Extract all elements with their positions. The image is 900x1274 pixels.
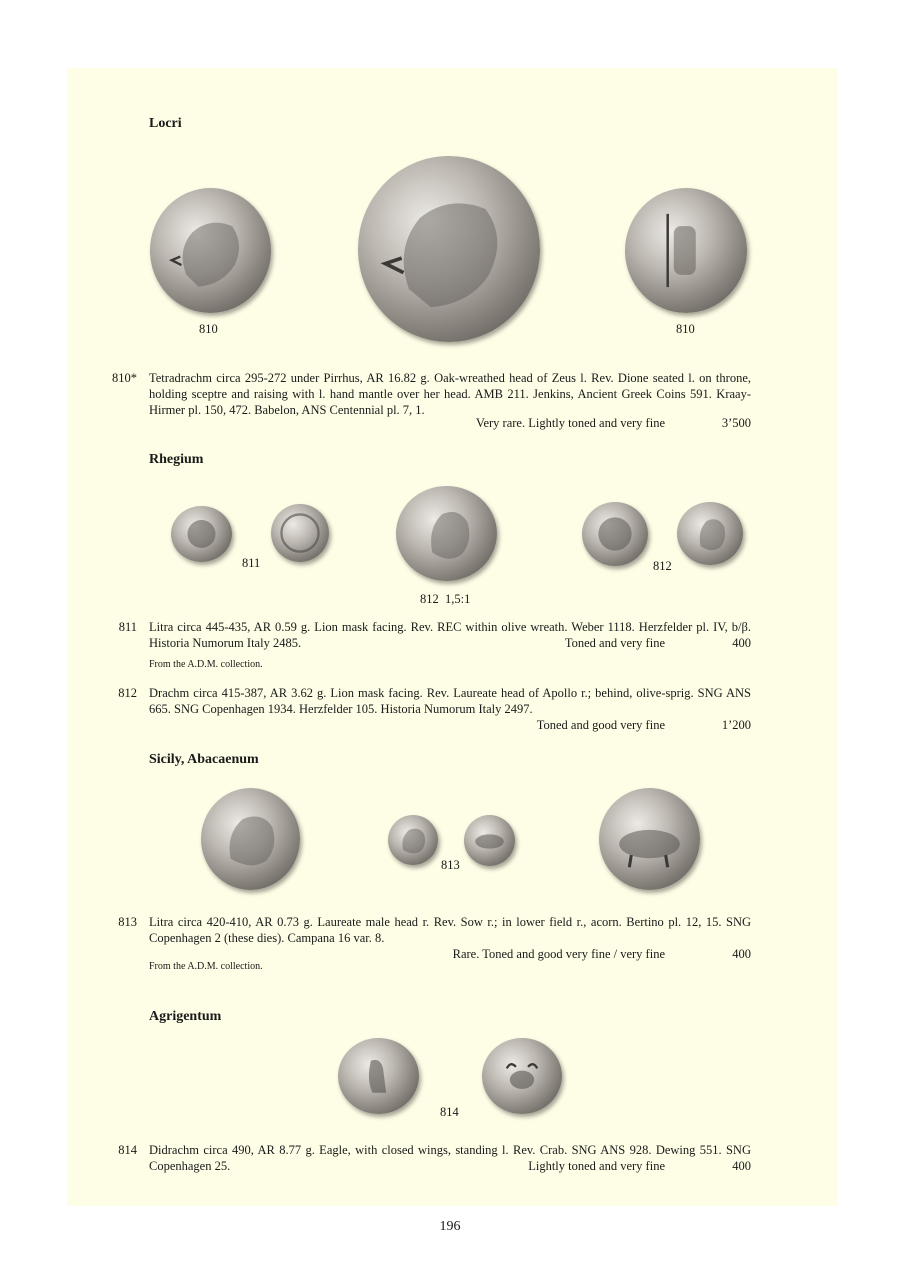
lot-price: 3’500: [721, 416, 751, 430]
apollo-head-coin-812-reverse: [677, 502, 743, 565]
lot-grade-row: [149, 717, 751, 733]
eagle-coin-814-obverse: [338, 1038, 419, 1114]
lot-provenance: From the A.D.M. collection.: [149, 961, 263, 972]
image-caption: 813: [441, 858, 460, 872]
lot-grade-row: [149, 1158, 751, 1174]
image-caption: 810: [199, 322, 218, 336]
lot-description: Didrachm circa 490, AR 8.77 g. Eagle, with closed wings, standing l. Rev. Crab. SNG ANS 928. Dewing 551. SNG Copenhagen 25.: [149, 1143, 751, 1173]
image-caption: 814: [440, 1105, 459, 1119]
lot-price: 400: [732, 636, 751, 650]
sow-coin-813-enlarged: [599, 788, 700, 890]
lot-description: Drachm circa 415-387, AR 3.62 g. Lion mask facing. Rev. Laureate head of Apollo r.; behind, olive-sprig. SNG ANS 665. SNG Copenhagen 1934. Herzfelder 105. Historia Numorum Italy 2497.: [149, 686, 751, 716]
page-number: 196: [439, 1219, 461, 1234]
lot-description: Litra circa 420-410, AR 0.73 g. Laureate male head r. Rev. Sow r.; in lower field r., acorn. Bertino pl. 12, 15. SNG Copenhagen 2 (these dies). Campana 16 var. 8.: [149, 915, 751, 945]
lot-number: 812: [118, 686, 137, 700]
lion-mask-coin-811-obverse: [171, 506, 232, 562]
lot-price: 1’200: [721, 718, 751, 732]
section-heading-rhegium: Rhegium: [149, 452, 204, 467]
zeus-head-coin-810-obverse: [150, 188, 271, 313]
lot-number: 814: [118, 1143, 137, 1157]
lot-number: 810*: [112, 371, 137, 385]
lot-provenance: From the A.D.M. collection.: [149, 659, 263, 670]
lot-grade-row: [149, 635, 751, 651]
lot-grade-row: [149, 946, 751, 962]
rec-wreath-coin-811-reverse: [271, 504, 329, 562]
zeus-head-coin-810-enlarged: [358, 156, 540, 342]
section-heading-agrigentum: Agrigentum: [149, 1009, 222, 1024]
image-caption: 811: [242, 556, 261, 570]
lot-grade: Rare. Toned and good very fine / very fine: [452, 947, 665, 961]
lot-grade-row: [149, 415, 751, 431]
lot-description: Litra circa 445-435, AR 0.59 g. Lion mask facing. Rev. REC within olive wreath. Weber 1118. Herzfelder pl. IV, b/β. Historia Numorum Italy 2485.: [149, 620, 751, 650]
lot-number: 811: [118, 620, 137, 634]
male-head-coin-813-obverse: [388, 815, 438, 865]
lion-mask-coin-812-obverse: [582, 502, 648, 566]
lot-grade: Very rare. Lightly toned and very fine: [475, 416, 665, 430]
sow-coin-813-reverse: [464, 815, 515, 866]
lot-grade: Lightly toned and very fine: [528, 1159, 665, 1173]
dione-seated-coin-810-reverse: [625, 188, 747, 313]
apollo-head-coin-812-enlarged: [396, 486, 497, 581]
lot-number: 813: [118, 915, 137, 929]
male-head-coin-813-enlarged: [201, 788, 300, 890]
image-caption: 812 1,5:1: [420, 592, 471, 606]
lot-description: Tetradrachm circa 295-272 under Pirrhus, AR 16.82 g. Oak-wreathed head of Zeus l. Rev. Dione seated l. on throne, holding sceptre and raising with l. hand mantle over her head. AMB 211. Jenkins, Ancient Greek Coins 591. Kraay-Hirmer pl. 150, 472. Babelon, ANS Centennial pl. 7, 1.: [149, 371, 751, 417]
crab-coin-814-reverse: [482, 1038, 562, 1114]
section-heading-abacaenum: Sicily, Abacaenum: [149, 752, 259, 767]
image-caption: 810: [676, 322, 695, 336]
lot-grade: Toned and good very fine: [536, 718, 665, 732]
image-caption: 812: [653, 559, 672, 573]
lot-price: 400: [732, 947, 751, 961]
lot-grade: Toned and very fine: [564, 636, 665, 650]
lot-price: 400: [732, 1159, 751, 1173]
section-heading-locri: Locri: [149, 116, 182, 131]
